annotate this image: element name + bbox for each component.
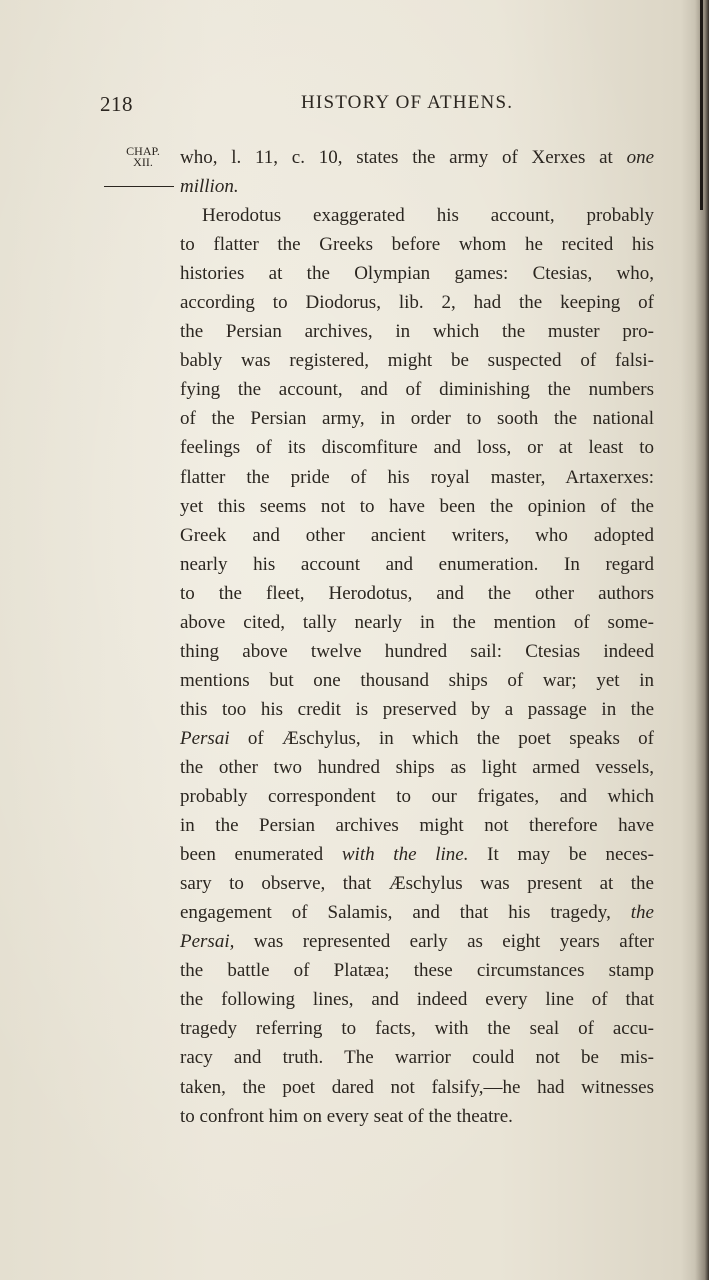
text-line xyxy=(180,927,654,956)
text-segment: this too his credit is preserved by a passage in the xyxy=(180,698,654,720)
text-segment: taken, the poet dared not falsify,—he had witnesses xyxy=(180,1076,654,1098)
text-line xyxy=(180,433,654,462)
text-segment: who, l. 11, c. 10, states the army of Xerxes at xyxy=(180,147,627,168)
body-text xyxy=(180,143,654,1131)
text-segment: histories at the Olympian games: Ctesias, who, xyxy=(180,263,654,285)
text-segment: probably correspondent to our frigates, and which xyxy=(180,786,654,808)
text-line xyxy=(180,317,654,346)
text-line xyxy=(180,724,654,753)
text-line xyxy=(180,840,654,869)
text-segment: mentions but one thousand ships of war; yet in xyxy=(180,669,654,691)
text-segment: of Æschylus, in which the poet speaks of xyxy=(229,727,654,749)
text-line xyxy=(180,898,654,927)
italic-text: one xyxy=(626,147,654,168)
text-line xyxy=(180,521,654,550)
text-segment: above cited, tally nearly in the mention of some- xyxy=(180,611,654,633)
text-line xyxy=(180,869,654,898)
text-line xyxy=(180,753,654,782)
text-segment: according to Diodorus, lib. 2, had the keeping of xyxy=(180,292,654,314)
text-line xyxy=(180,666,654,695)
page-header xyxy=(100,92,660,122)
text-line xyxy=(180,550,654,579)
text-line xyxy=(180,637,654,666)
text-line xyxy=(180,1073,654,1102)
text-segment: sary to observe, that Æschylus was present at the xyxy=(180,873,654,895)
text-line xyxy=(180,172,654,201)
text-segment: the following lines, and indeed every line of that xyxy=(180,989,654,1011)
text-segment: was represented early as eight years after xyxy=(234,931,654,953)
text-segment: feelings of its discomfiture and loss, or at least to xyxy=(180,437,654,459)
text-segment: been enumerated xyxy=(180,844,342,866)
text-segment: in the Persian archives might not therefore have xyxy=(180,815,654,837)
text-line xyxy=(180,579,654,608)
text-segment: to confront him on every seat of the theatre. xyxy=(180,1105,513,1127)
italic-text: Persai, xyxy=(180,931,235,953)
chapter-number: XII. xyxy=(133,155,153,169)
chapter-label: CHAP. xyxy=(126,144,160,158)
text-segment: the battle of Platæa; these circumstances stamp xyxy=(180,960,654,982)
text-segment: racy and truth. The warrior could not be mis- xyxy=(180,1047,654,1069)
text-segment: the other two hundred ships as light armed vessels, xyxy=(180,756,654,778)
text-line xyxy=(180,404,654,433)
italic-text: the xyxy=(630,902,654,924)
text-line xyxy=(180,956,654,985)
text-line xyxy=(180,463,654,492)
text-line xyxy=(180,259,654,288)
text-segment: Greek and other ancient writers, who adopted xyxy=(180,524,654,546)
chapter-marker xyxy=(118,146,168,168)
text-line xyxy=(180,1043,654,1072)
text-line xyxy=(180,985,654,1014)
italic-text: Persai xyxy=(180,727,230,749)
text-line xyxy=(180,492,654,521)
text-segment: nearly his account and enumeration. In regard xyxy=(180,553,654,575)
spine-edge xyxy=(700,0,703,210)
text-line xyxy=(180,375,654,404)
text-line xyxy=(180,201,654,230)
text-segment: engagement of Salamis, and that his tragedy, xyxy=(180,902,631,924)
text-segment: thing above twelve hundred sail: Ctesias indeed xyxy=(180,640,654,662)
text-line xyxy=(180,608,654,637)
text-segment: yet this seems not to have been the opinion of the xyxy=(180,495,654,517)
page-number: 218 xyxy=(100,92,133,116)
text-segment: to flatter the Greeks before whom he recited his xyxy=(180,234,654,256)
text-segment: the Persian archives, in which the muster pro- xyxy=(180,321,654,343)
chapter-rule xyxy=(104,186,174,187)
text-line xyxy=(180,346,654,375)
text-line xyxy=(180,782,654,811)
text-segment: bably was registered, might be suspected of falsi- xyxy=(180,350,654,372)
text-segment: Herodotus exaggerated his account, probably xyxy=(202,205,654,227)
text-segment: fying the account, and of diminishing the numbers xyxy=(180,379,654,401)
text-segment: flatter the pride of his royal master, Artaxerxes: xyxy=(180,466,654,488)
running-head: HISTORY OF ATHENS. xyxy=(301,92,514,113)
text-line xyxy=(180,1014,654,1043)
text-line xyxy=(180,1102,654,1131)
text-segment: to the fleet, Herodotus, and the other authors xyxy=(180,582,654,604)
text-line xyxy=(180,288,654,317)
text-segment: tragedy referring to facts, with the seal of accu- xyxy=(180,1018,654,1040)
text-segment: of the Persian army, in order to sooth the national xyxy=(180,408,654,430)
italic-text: with the line. xyxy=(341,844,469,866)
text-line xyxy=(180,695,654,724)
text-segment: It may be neces- xyxy=(468,844,654,866)
text-line xyxy=(180,230,654,259)
italic-text: million. xyxy=(180,176,239,198)
text-line xyxy=(180,811,654,840)
text-line xyxy=(180,143,654,172)
